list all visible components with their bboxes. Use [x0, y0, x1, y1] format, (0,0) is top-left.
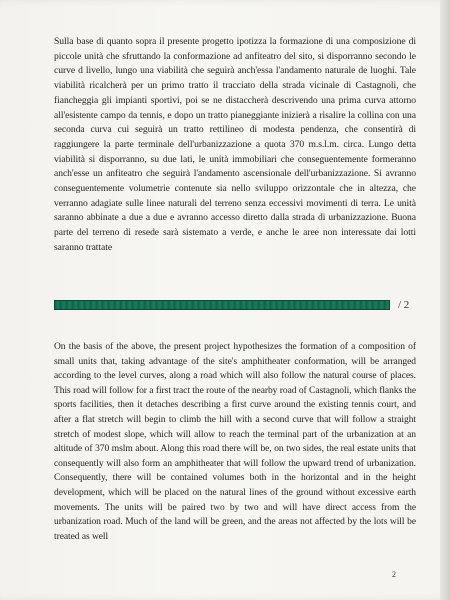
page-edge-shadow [440, 0, 450, 600]
italian-paragraph: Sulla base di quanto sopra il presente progetto ipotizza la formazione di una composizione di piccole unità che sfruttando la conformazione ad anfiteatro del sito, si disporranno secondo le curve d livello, lungo una viabilità che seguirà anch'essa l'andamento naturale de luoghi. Tale viabilità ricalcherà per un primo tratto il tracciato della strada vicinale di Castagnoli, che fiancheggia gli impianti sportivi, poi se ne distaccherà descrivendo una prima curva attorno all'esistente campo da tennis, e dopo un tratto pianeggiante inizierà a risalire la collina con una seconda curva cui seguirà un tratto rettilineo di modesta pendenza, che consentirà di raggiungere la parte terminale dell'urbanizzazione a quota 370 m.s.l.m. circa. Lungo detta viabilità si disporranno, su due lati, le unità immobiliari che conseguentemente formeranno anch'esse un anfiteatro che seguirà l'andamento ascensionale dell'urbanizzazione. Si avranno conseguentemente volumetrie contenute sia nello sviluppo orizzontale che in altezza, che verranno adagiate sulle linee naturali del terreno senza eccessivi movimenti di terra. Le unità saranno abbinate a due a due e avranno accesso diretto dalla strada di urbanizzazione. Buona parte del terreno di resede sarà sistemato a verde, e anche le aree non interessate dai lotti saranno trattate [54, 36, 416, 253]
page-marker: / 2 [398, 299, 410, 311]
page-number: 2 [392, 570, 396, 579]
section-divider [54, 296, 416, 316]
english-paragraph: On the basis of the above, the present project hypothesizes the formation of a composition of small units that, taking advantage of the site's amphitheater conformation, will be arranged according to the level curves, along a road which will also follow the natural course of places. This road will follow for a first tract the route of the nearby road of Castagnoli, which flanks the sports facilities, then it detaches describing a first curve around the existing tennis court, and after a flat stretch will begin to climb the hill with a second curve that will follow a straight stretch of modest slope, which will allow to reach the terminal part of the urbanization at an altitude of 370 mslm about. Along this road there will be, on two sides, the real estate units that consequently will also form an amphitheater that will follow the upward trend of urbanization. Consequently, there will be contained volumes both in the horizontal and in the height development, which will be placed on the natural lines of the ground without excessive earth movements. The units will be paired two by two and will have direct access from the urbanization road. Much of the land will be green, and the areas not affected by the lots will be treated as well [54, 342, 416, 542]
highlight-bar [54, 300, 390, 310]
